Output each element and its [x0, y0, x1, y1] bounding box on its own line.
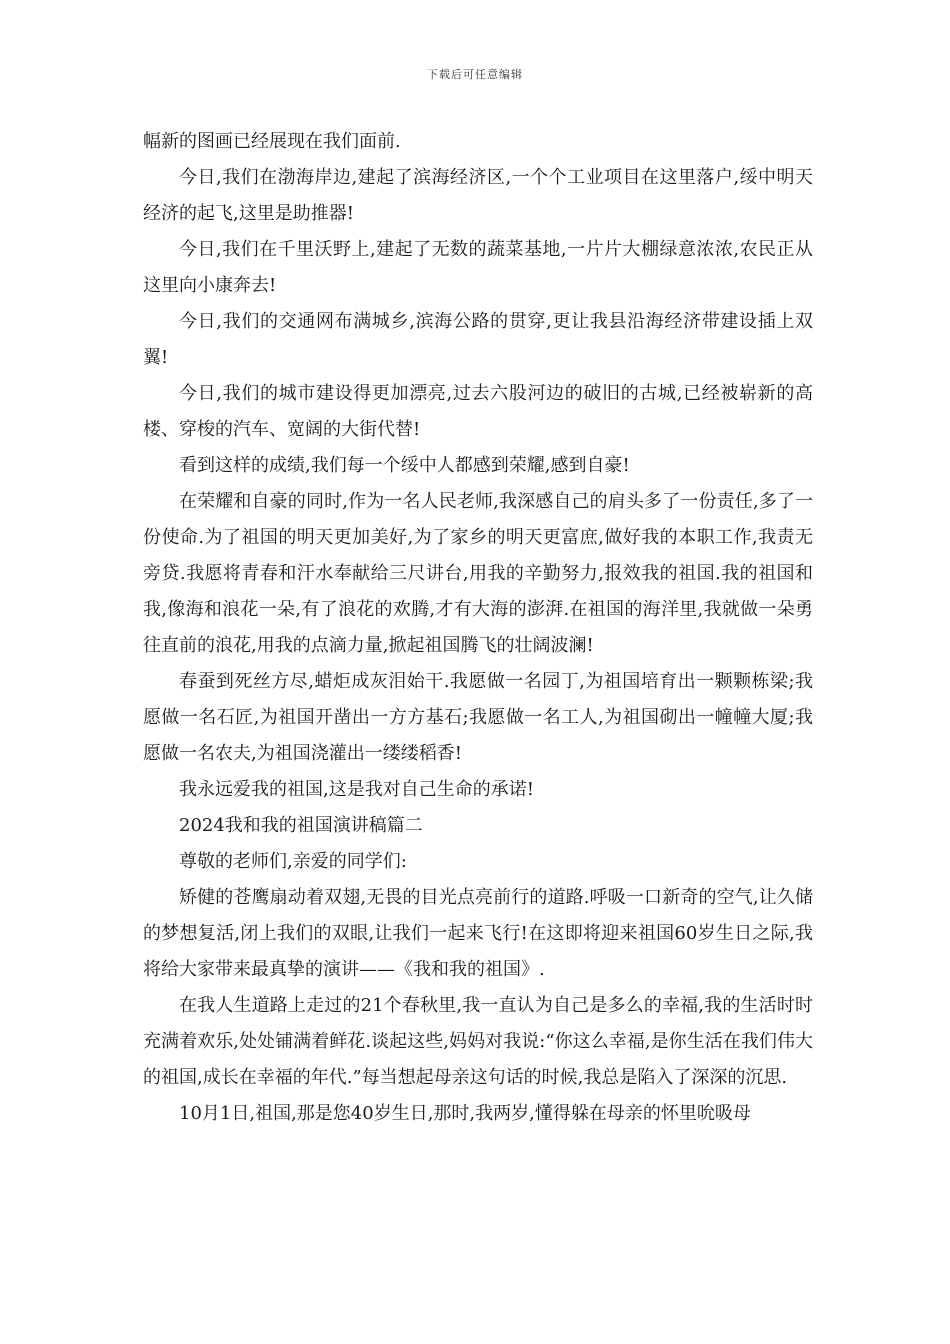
document-body — [143, 124, 813, 1132]
paragraph-1: 幅新的图画已经展现在我们面前. — [143, 131, 401, 152]
paragraph-12: 矫健的苍鹰扇动着双翅,无畏的目光点亮前行的道路.呼吸一口新奇的空气,让久储的梦想复活,闭上我们的双眼,让我们一起来飞行!在这即将迎来祖国60岁生日之际,我将给大家带来最真挚的演讲——《我和我的祖国》. — [143, 887, 813, 980]
paragraph-7: 在荣耀和自豪的同时,作为一名人民老师,我深感自己的肩头多了一份责任,多了一份使命.为了祖国的明天更加美好,为了家乡的明天更富庶,做好我的本职工作,我责无旁贷.我愿将青春和汗水奉献给三尺讲台,用我的辛勤努力,报效我的祖国.我的祖国和我,像海和浪花一朵,有了浪花的欢腾,才有大海的澎湃.在祖国的海洋里,我就做一朵勇往直前的浪花,用我的点滴力量,掀起祖国腾飞的壮阔波澜! — [143, 491, 813, 656]
paragraph-4: 今日,我们的交通网布满城乡,滨海公路的贯穿,更让我县沿海经济带建设插上双翼! — [143, 311, 813, 368]
paragraph-3: 今日,我们在千里沃野上,建起了无数的蔬菜基地,一片片大棚绿意浓浓,农民正从这里向小康奔去! — [143, 239, 813, 296]
section-title: 2024我和我的祖国演讲稿篇二 — [179, 815, 423, 836]
paragraph-5: 今日,我们的城市建设得更加漂亮,过去六股河边的破旧的古城,已经被崭新的高楼、穿梭的汽车、宽阔的大街代替! — [143, 383, 813, 440]
paragraph-13: 在我人生道路上走过的21个春秋里,我一直认为自己是多么的幸福,我的生活时时充满着欢乐,处处铺满着鲜花.谈起这些,妈妈对我说:“你这么幸福,是你生活在我们伟大的祖国,成长在幸福的年代.”每当想起母亲这句话的时候,我总是陷入了深深的沉思. — [143, 995, 813, 1088]
salutation: 尊敬的老师们,亲爱的同学们: — [179, 851, 407, 872]
paragraph-8: 春蚕到死丝方尽,蜡炬成灰泪始干.我愿做一名园丁,为祖国培育出一颗颗栋梁;我愿做一名石匠,为祖国开凿出一方方基石;我愿做一名工人,为祖国砌出一幢幢大厦;我愿做一名农夫,为祖国浇灌出一缕缕稻香! — [143, 671, 813, 764]
paragraph-9: 我永远爱我的祖国,这是我对自己生命的承诺! — [179, 779, 534, 800]
paragraph-2: 今日,我们在渤海岸边,建起了滨海经济区,一个个工业项目在这里落户,绥中明天经济的起飞,这里是助推器! — [143, 167, 813, 224]
paragraph-6: 看到这样的成绩,我们每一个绥中人都感到荣耀,感到自豪! — [179, 455, 630, 476]
page-header-note: 下载后可任意编辑 — [427, 68, 523, 81]
paragraph-14: 10月1日,祖国,那是您40岁生日,那时,我两岁,懂得躲在母亲的怀里吮吸母 — [179, 1103, 751, 1124]
